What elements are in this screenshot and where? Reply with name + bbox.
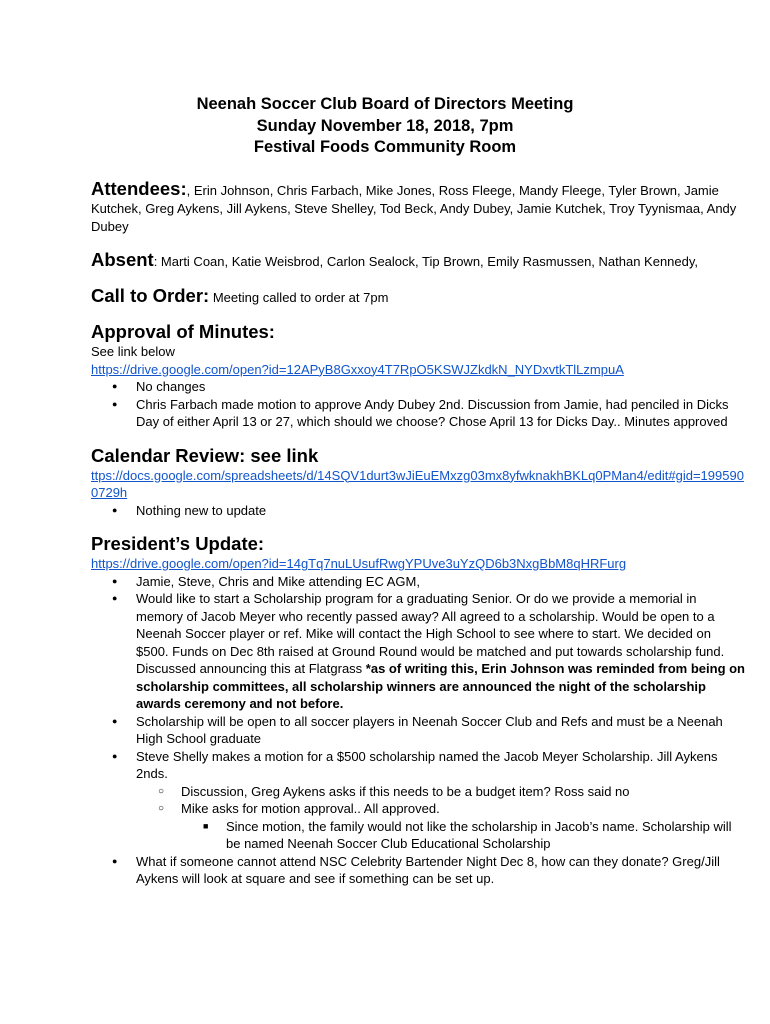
- president-heading: President’s Update:: [91, 533, 265, 554]
- call-to-order-section: [91, 285, 745, 307]
- absent-list: : Marti Coan, Katie Weisbrod, Carlon Sealock, Tip Brown, Emily Rasmussen, Nathan Kennedy,: [153, 254, 699, 269]
- call-to-order-text: Meeting called to order at 7pm: [209, 290, 389, 305]
- list-item: ● Chris Farbach made motion to approve Andy Dubey 2nd. Discussion from Jamie, had penciled in Dicks Day of either April 13 or 27, which should we choose? Chose April 13 for Dicks Day.. Minutes approved: [91, 396, 745, 431]
- attendees-section: [91, 178, 745, 235]
- president-section: [91, 533, 745, 888]
- list-item: ● Scholarship will be open to all soccer players in Neenah Soccer Club and Refs and must be a Neenah High School graduate: [91, 713, 745, 748]
- list-item: ● Nothing new to update: [91, 502, 745, 520]
- scholarship-note-bold: *as of writing this, Erin Johnson was reminded from being on scholarship committees, all scholarship winners are announced the night of the scholarship awards ceremony and not before.: [136, 661, 745, 711]
- meeting-title: [0, 94, 770, 159]
- calendar-bullets: [91, 502, 745, 520]
- sub-sub-list-item: ■ Since motion, the family would not like the scholarship in Jacob’s name. Scholarship will be named Neenah Soccer Club Educational Scholarship: [91, 818, 745, 853]
- calendar-section: [91, 445, 745, 520]
- list-item: ● No changes: [91, 378, 745, 396]
- calendar-link[interactable]: ttps://docs.google.com/spreadsheets/d/14SQV1durt3wJiEuEMxzg03mx8yfwknakhBKLq0PMan4/edit#gid=1995900729h: [91, 467, 744, 500]
- approval-minutes-link[interactable]: https://drive.google.com/open?id=12APyB8Gxxoy4T7RpO5KSWJZkdkN_NYDxvtkTlLzmpuA: [91, 361, 624, 377]
- list-item: ● Jamie, Steve, Chris and Mike attending EC AGM,: [91, 573, 745, 591]
- minutes-body: [91, 178, 745, 888]
- attendees-heading: Attendees:: [91, 178, 187, 199]
- title-line-3: Festival Foods Community Room: [253, 138, 517, 156]
- approval-bullets: [91, 378, 745, 431]
- scholarship-proposal-text: Would like to start a Scholarship program for a graduating Senior. Or do we provide a memorial in memory of Jacob Meyer who recently passed away? All agreed to a scholarship. Would be open to a Neenah Soccer player or ref. Mike will contact the High School to see where to start. We decided on $500. Funds on Dec 8th raised at Ground Round would be matched and put towards scholarship fund. Discussed announcing this at Flatgrass: [136, 591, 725, 676]
- absent-section: [91, 249, 745, 271]
- list-item: [91, 590, 745, 713]
- sub-list-item: ○ Mike asks for motion approval.. All approved.: [91, 800, 745, 818]
- attendees-list: , Erin Johnson, Chris Farbach, Mike Jones, Ross Fleege, Mandy Fleege, Tyler Brown, Jamie Kutchek, Greg Aykens, Jill Aykens, Steve Shelley, Tod Beck, Andy Dubey, Jamie Kutchek, Troy Tyynismaa, Andy Dubey: [91, 183, 737, 234]
- absent-heading: Absent: [91, 249, 154, 270]
- list-item: ● What if someone cannot attend NSC Celebrity Bartender Night Dec 8, how can they donate? Greg/Jill Aykens will look at square and see if something can be set up.: [91, 853, 745, 888]
- president-update-link[interactable]: https://drive.google.com/open?id=14gTq7nuLUsufRwgYPUve3uYzQD6b3NxgBbM8qHRFurg: [91, 556, 627, 571]
- call-to-order-heading: Call to Order:: [91, 285, 210, 306]
- list-item: ● Steve Shelly makes a motion for a $500 scholarship named the Jacob Meyer Scholarship. Jill Aykens 2nds.: [91, 748, 745, 783]
- sub-list-item: ○ Discussion, Greg Aykens asks if this needs to be a budget item? Ross said no: [91, 783, 745, 801]
- approval-intro: See link below: [91, 344, 175, 359]
- approval-section: [91, 321, 745, 431]
- calendar-heading: Calendar Review: see link: [91, 444, 319, 466]
- title-line-2: Sunday November 18, 2018, 7pm: [256, 116, 514, 135]
- title-line-1: Neenah Soccer Club Board of Directors Meeting: [196, 95, 574, 113]
- approval-heading: Approval of Minutes:: [91, 321, 275, 342]
- president-bullets: [91, 573, 745, 888]
